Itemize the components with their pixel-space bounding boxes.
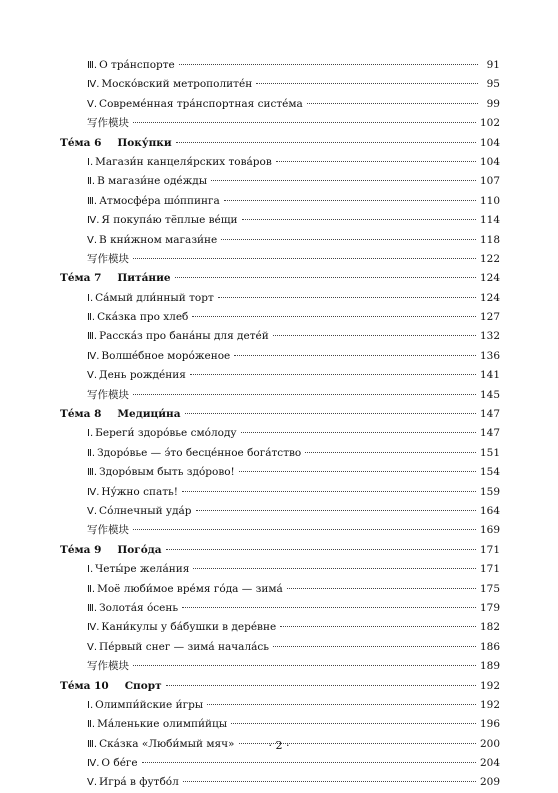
dot-leader [273,335,476,336]
toc-page-number: 209 [479,776,500,789]
toc-page-number: 171 [479,543,500,556]
dot-leader [287,588,476,589]
table-of-contents [60,56,500,793]
toc-entry-number: Ⅱ. [87,312,96,324]
toc-entry-number: Ⅴ. [87,641,98,653]
dot-leader [190,374,476,375]
toc-page-number: 99 [486,97,500,110]
toc-entry-row [60,463,500,482]
toc-entry-title: Пе́рвый снег — зима́ начала́сь [99,640,269,653]
toc-page-number: 147 [479,408,500,421]
toc-page-number: 159 [479,485,500,498]
toc-page-number: 95 [486,78,500,91]
toc-entry-row [60,580,500,599]
toc-page-number: 196 [479,718,500,731]
toc-page-number: 136 [479,349,500,362]
dot-leader [234,355,476,356]
toc-entry-row [60,696,500,715]
toc-entry-title: Магази́н канцеля́рских това́ров [95,155,272,168]
dot-leader [192,316,476,317]
toc-page-number: 91 [486,59,500,71]
dot-leader [166,685,476,686]
toc-entry-title: Золота́я о́сень [99,601,179,614]
toc-page-number: 107 [479,175,500,188]
toc-entry-title: День рожде́ния [99,369,186,382]
dot-leader [133,529,476,530]
toc-page-number: 127 [479,311,500,324]
toc-entry-title: Ну́жно спать! [101,485,178,498]
toc-entry-title: Я покупа́ю тёплые ве́щи [101,214,238,227]
toc-entry-row [60,483,500,502]
toc-page-number: 122 [479,252,500,265]
toc-page-number: 132 [479,330,500,343]
toc-entry-number: Ⅴ. [87,777,98,789]
dot-leader [305,452,476,453]
dot-leader [224,200,476,201]
toc-theme-row [60,269,500,288]
toc-entry-number: Ⅰ. [87,292,94,304]
page-number: · 2 · [268,739,290,752]
toc-entry-row [60,75,500,94]
toc-entry-number: Ⅴ. [87,234,98,246]
toc-page-number: 145 [479,388,500,401]
toc-theme-label: Те́ма 6 [60,136,102,149]
toc-entry-number: Ⅲ. [87,738,98,750]
toc-entry-title: Береги́ здоро́вье смо́лоду [95,427,237,440]
toc-page-number: 147 [479,427,500,440]
toc-theme-label: Те́ма 7 [60,272,102,285]
toc-entry-number: Ⅳ. [87,622,100,634]
toc-entry-row [60,773,500,792]
toc-page-number: 104 [479,155,500,168]
toc-entry-number: Ⅰ. [87,564,94,576]
dot-leader [193,568,476,569]
toc-page-number: 164 [479,504,500,517]
toc-entry-number: Ⅴ. [87,98,98,110]
dot-leader [133,665,476,666]
dot-leader [221,239,476,240]
toc-page-number: 110 [479,194,500,207]
toc-page-number: 154 [479,466,500,479]
toc-entry-title: 写作模块 [87,252,129,265]
dot-leader [241,432,476,433]
dot-leader [211,180,476,181]
toc-entry-title: Расска́з про бана́ны для дете́й [99,330,269,343]
toc-entry-row [60,231,500,250]
dot-leader [307,103,478,104]
toc-writing-module-row [60,386,500,405]
toc-page-number: 124 [479,291,500,304]
toc-theme-row [60,541,500,560]
toc-writing-module-row [60,114,500,133]
toc-theme-row [60,677,500,696]
toc-entry-row [60,560,500,579]
toc-entry-row [60,172,500,191]
toc-entry-title: Моско́вский метрополите́н [101,78,253,91]
toc-entry-title: Игра́ в футбо́л [99,776,179,789]
toc-entry-title: Олимпи́йские и́гры [95,698,204,711]
toc-entry-row [60,444,500,463]
dot-leader [239,471,476,472]
toc-page-number: 204 [479,757,500,770]
toc-writing-module-row [60,521,500,540]
toc-entry-title: Поку́пки [117,136,172,149]
toc-page-number: 169 [479,524,500,537]
toc-entry-title: Со́лнечный уда́р [99,504,192,517]
dot-leader [179,64,478,65]
toc-writing-module-row [60,250,500,269]
toc-entry-row [60,327,500,346]
toc-entry-number: Ⅴ. [87,370,98,382]
toc-entry-row [60,366,500,385]
toc-theme-row [60,405,500,424]
dot-leader [133,394,476,395]
toc-entry-row [60,715,500,734]
toc-entry-row [60,618,500,637]
dot-leader [280,626,476,627]
toc-entry-row [60,211,500,230]
toc-page-number: 192 [479,698,500,711]
toc-page-number: 124 [479,272,500,285]
toc-page-number: 102 [479,117,500,130]
toc-entry-row [60,95,500,114]
toc-entry-number: Ⅲ. [87,195,98,207]
toc-entry-title: Здоро́вым быть здо́рово! [99,466,235,479]
dot-leader [133,258,476,259]
toc-entry-number: Ⅳ. [87,486,100,498]
dot-leader [142,762,476,763]
toc-entry-title: В кни́жном магази́не [99,233,218,246]
toc-page-number: 192 [479,679,500,692]
dot-leader [256,83,478,84]
toc-writing-module-row [60,657,500,676]
toc-page-number: 182 [479,621,500,634]
toc-entry-title: О бе́ге [101,757,138,770]
dot-leader [207,704,476,705]
toc-entry-title: Пого́да [117,543,162,556]
toc-entry-title: Ска́зка «Люби́мый мяч» [99,737,235,750]
toc-entry-title: 写作模块 [87,388,129,401]
toc-entry-number: Ⅰ. [87,156,94,168]
toc-entry-number: Ⅱ. [87,719,96,731]
dot-leader [231,723,476,724]
toc-entry-number: Ⅰ. [87,699,94,711]
toc-entry-title: 写作模块 [87,660,129,673]
toc-theme-label: Те́ма 10 [60,679,109,692]
toc-page-number: 175 [479,582,500,595]
toc-entry-title: Четы́ре жела́ния [95,563,190,576]
dot-leader [133,122,476,123]
toc-page-number: 114 [479,214,500,227]
dot-leader [166,549,476,550]
toc-entry-row [60,56,500,75]
toc-entry-title: Ска́зка про хлеб [97,311,189,324]
toc-entry-row [60,308,500,327]
toc-entry-number: Ⅳ. [87,758,100,770]
toc-entry-number: Ⅱ. [87,176,96,188]
toc-entry-row [60,754,500,773]
toc-entry-number: Ⅲ. [87,602,98,614]
toc-entry-title: О тра́нспорте [99,59,175,71]
dot-leader [176,142,476,143]
dot-leader [175,277,476,278]
dot-leader [182,607,476,608]
toc-entry-row [60,638,500,657]
toc-theme-label: Те́ма 8 [60,408,102,421]
dot-leader [196,510,476,511]
toc-entry-row [60,192,500,211]
toc-page-number: 189 [479,660,500,673]
dot-leader [218,297,476,298]
toc-page-number: 141 [479,369,500,382]
toc-entry-title: Атмосфе́ра шо́ппинга [99,194,220,207]
toc-page-number: 171 [479,563,500,576]
toc-entry-title: Кани́кулы у ба́бушки в дере́вне [101,621,277,634]
toc-entry-row [60,599,500,618]
toc-entry-title: В магази́не оде́жды [97,175,208,188]
toc-entry-number: Ⅰ. [87,428,94,440]
toc-entry-number: Ⅲ. [87,60,98,71]
toc-page-number: 200 [479,737,500,750]
toc-entry-title: Спорт [124,679,162,692]
toc-entry-number: Ⅳ. [87,79,100,91]
dot-leader [182,491,476,492]
toc-entry-title: Моё люби́мое вре́мя го́да — зима́ [97,582,283,595]
toc-page-number: 118 [479,233,500,246]
dot-leader [242,219,476,220]
toc-entry-number: Ⅲ. [87,331,98,343]
toc-entry-title: Медици́на [117,408,181,421]
dot-leader [185,413,476,414]
dot-leader [273,646,476,647]
toc-entry-title: 写作模块 [87,524,129,537]
toc-entry-title: Са́мый дли́нный торт [95,291,214,304]
toc-page-number: 151 [479,446,500,459]
toc-page-number: 179 [479,601,500,614]
toc-entry-row [60,153,500,172]
toc-entry-row [60,347,500,366]
toc-theme-label: Те́ма 9 [60,543,102,556]
toc-entry-number: Ⅱ. [87,447,96,459]
toc-entry-title: Пита́ние [117,272,171,285]
dot-leader [276,161,476,162]
toc-entry-number: Ⅴ. [87,505,98,517]
toc-entry-title: Волше́бное моро́женое [101,349,231,362]
toc-entry-title: Ма́ленькие олимпи́йцы [97,718,228,731]
toc-entry-title: Здоро́вье — э́то бесце́нное бога́тство [97,446,302,459]
toc-entry-row [60,502,500,521]
toc-page-number: 186 [479,640,500,653]
toc-entry-number: Ⅳ. [87,215,100,227]
toc-entry-number: Ⅲ. [87,467,98,479]
toc-theme-row [60,134,500,153]
toc-entry-row [60,424,500,443]
toc-entry-title: Совреме́нная тра́нспортная систе́ма [99,97,303,110]
dot-leader [183,781,476,782]
toc-entry-title: 写作模块 [87,117,129,130]
toc-entry-row [60,289,500,308]
toc-entry-number: Ⅳ. [87,350,100,362]
toc-entry-number: Ⅱ. [87,583,96,595]
toc-page-number: 104 [479,136,500,149]
